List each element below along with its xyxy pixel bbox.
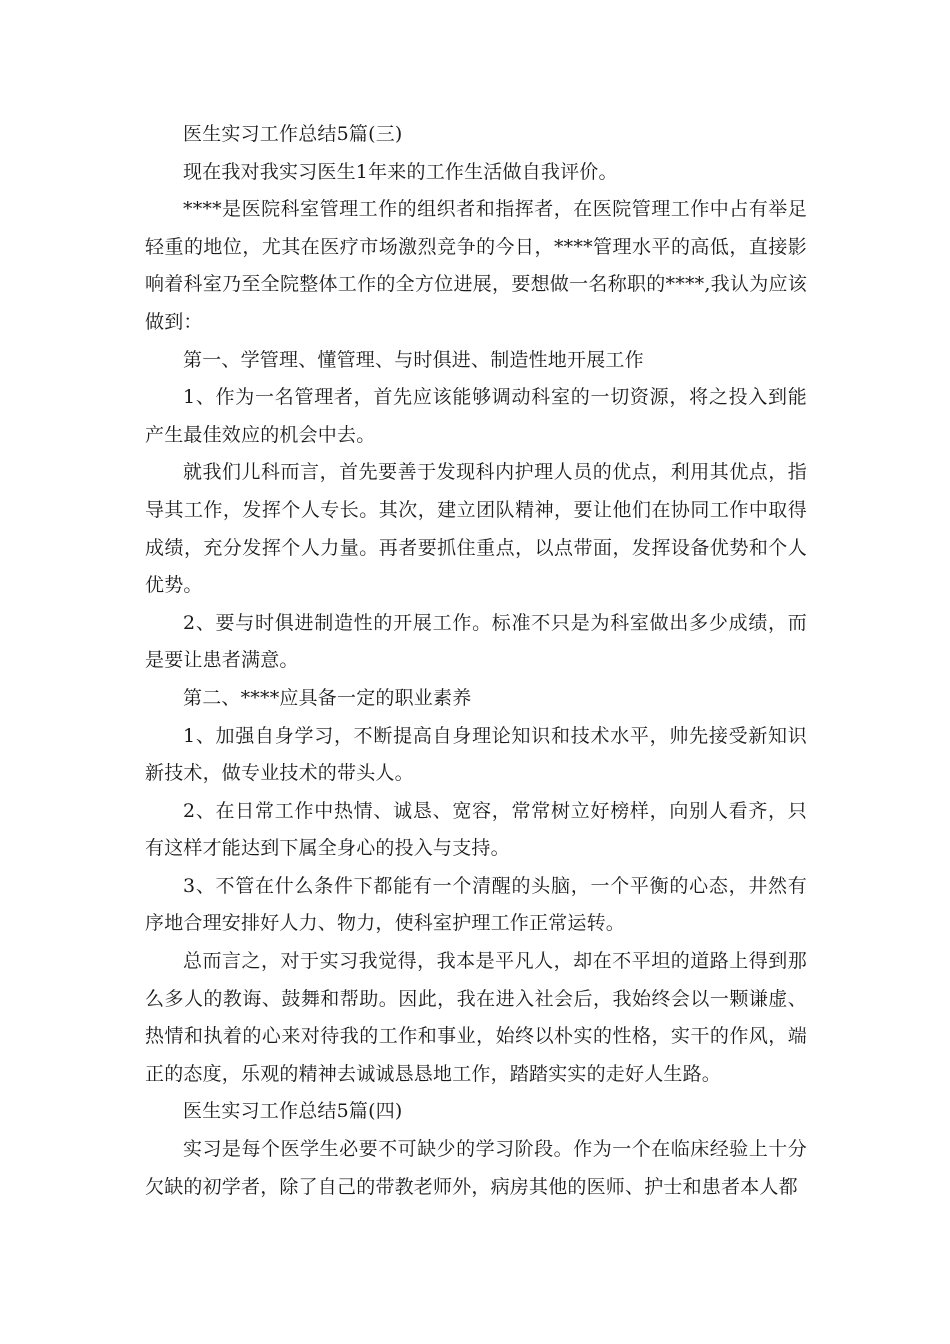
subheading-1: 第一、学管理、懂管理、与时俱进、制造性地开展工作 xyxy=(183,348,644,371)
paragraph: 1、加强自身学习，不断提高自身理论知识和技术水平，帅先接受新知识新技术，做专业技术的带头人。 xyxy=(145,724,807,785)
paragraph: 2、在日常工作中热情、诚恳、宽容，常常树立好榜样，向别人看齐，只有这样才能达到下属全身心的投入与支持。 xyxy=(145,799,807,860)
paragraph: 就我们儿科而言，首先要善于发现科内护理人员的优点，利用其优点，指导其工作，发挥个人专长。其次，建立团队精神，要让他们在协同工作中取得成绩，充分发挥个人力量。再者要抓住重点，以点带面，发挥设备优势和个人优势。 xyxy=(145,461,807,597)
paragraph: 现在我对我实习医生1年来的工作生活做自我评价。 xyxy=(183,160,618,183)
paragraph: 实习是每个医学生必要不可缺少的学习阶段。作为一个在临床经验上十分欠缺的初学者，除了自己的带教老师外，病房其他的医师、护士和患者本人都 xyxy=(145,1138,807,1198)
paragraph: 2、要与时俱进制造性的开展工作。标准不只是为科室做出多少成绩，而是要让患者满意。 xyxy=(145,611,807,672)
paragraph: 1、作为一名管理者，首先应该能够调动科室的一切资源，将之投入到能产生最佳效应的机会中去。 xyxy=(145,386,807,446)
section-heading-4: 医生实习工作总结5篇(四) xyxy=(183,1100,403,1123)
document-body xyxy=(145,116,807,1206)
subheading-2: 第二、****应具备一定的职业素养 xyxy=(183,686,472,709)
paragraph: 3、不管在什么条件下都能有一个清醒的头脑，一个平衡的心态，井然有序地合理安排好人力、物力，使科室护理工作正常运转。 xyxy=(145,874,807,935)
paragraph: ****是医院科室管理工作的组织者和指挥者，在医院管理工作中占有举足轻重的地位，尤其在医疗市场激烈竞争的今日，****管理水平的高低，直接影响着科室乃至全院整体工作的全方位进展，要想做一名称职的****,我认为应该做到： xyxy=(145,198,807,333)
paragraph: 总而言之，对于实习我觉得，我本是平凡人，却在不平坦的道路上得到那么多人的教诲、鼓舞和帮助。因此，我在进入社会后，我始终会以一颗谦虚、热情和执着的心来对待我的工作和事业，始终以朴实的性格，实干的作风，端正的态度，乐观的精神去诚诚恳恳地工作，踏踏实实的走好人生路。 xyxy=(145,950,807,1085)
section-heading-3: 医生实习工作总结5篇(三) xyxy=(183,123,403,145)
